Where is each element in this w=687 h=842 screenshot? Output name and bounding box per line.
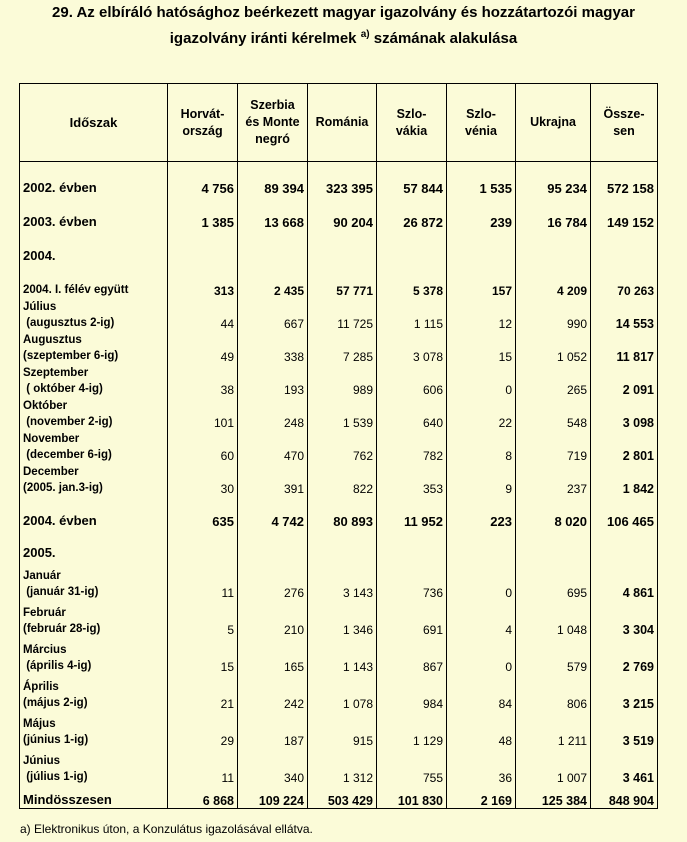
table-cell: 755 bbox=[377, 748, 447, 785]
table-cell: 44 bbox=[168, 298, 238, 331]
table-cell: 11 725 bbox=[308, 298, 377, 331]
table-cell: 635 bbox=[168, 496, 238, 531]
table-cell: 7 285 bbox=[308, 331, 377, 364]
header-total: Össze- sen bbox=[591, 84, 658, 162]
table-cell: 265 bbox=[516, 364, 591, 397]
table-cell: 4 209 bbox=[516, 266, 591, 298]
table-cell: 1 346 bbox=[308, 600, 377, 637]
row-label: Mindösszesen bbox=[20, 785, 168, 809]
table-cell: 12 bbox=[447, 298, 516, 331]
table-cell: 109 224 bbox=[238, 785, 308, 809]
table-cell: 470 bbox=[238, 430, 308, 463]
table-cell: 11 bbox=[168, 563, 238, 600]
table-cell: 6 868 bbox=[168, 785, 238, 809]
table-cell: 3 304 bbox=[591, 600, 658, 637]
table-cell: 2 769 bbox=[591, 637, 658, 674]
table-cell: 157 bbox=[447, 266, 516, 298]
table-cell: 1 535 bbox=[447, 162, 516, 198]
table-cell: 248 bbox=[238, 397, 308, 430]
table-cell: 0 bbox=[447, 563, 516, 600]
table-row bbox=[20, 364, 658, 397]
row-label: Május (június 1-ig) bbox=[20, 711, 168, 748]
table-cell: 806 bbox=[516, 674, 591, 711]
applications-table bbox=[19, 83, 658, 809]
table-cell bbox=[168, 232, 238, 266]
table-cell bbox=[238, 232, 308, 266]
header-row bbox=[20, 84, 658, 162]
table-cell: 503 429 bbox=[308, 785, 377, 809]
table-cell: 101 bbox=[168, 397, 238, 430]
table-cell: 90 204 bbox=[308, 198, 377, 232]
row-label: Október (november 2-ig) bbox=[20, 397, 168, 430]
table-cell: 848 904 bbox=[591, 785, 658, 809]
table-cell bbox=[447, 232, 516, 266]
table-cell: 13 668 bbox=[238, 198, 308, 232]
table-cell: 572 158 bbox=[591, 162, 658, 198]
table-cell: 640 bbox=[377, 397, 447, 430]
row-label: Szeptember ( október 4-ig) bbox=[20, 364, 168, 397]
table-row bbox=[20, 637, 658, 674]
table-cell: 8 bbox=[447, 430, 516, 463]
table-cell: 26 872 bbox=[377, 198, 447, 232]
table-cell: 4 756 bbox=[168, 162, 238, 198]
header-slovakia: Szlo- vákia bbox=[377, 84, 447, 162]
table-cell: 239 bbox=[447, 198, 516, 232]
table-cell: 2 169 bbox=[447, 785, 516, 809]
table-cell: 579 bbox=[516, 637, 591, 674]
table-cell: 80 893 bbox=[308, 496, 377, 531]
table-cell: 60 bbox=[168, 430, 238, 463]
table-cell: 36 bbox=[447, 748, 516, 785]
table-cell: 3 143 bbox=[308, 563, 377, 600]
table-cell bbox=[591, 531, 658, 563]
table-cell: 4 742 bbox=[238, 496, 308, 531]
footnote: a) Elektronikus úton, a Konzulátus igazolásával ellátva. bbox=[20, 822, 313, 836]
row-label: Július (augusztus 2-ig) bbox=[20, 298, 168, 331]
header-period: Időszak bbox=[20, 84, 168, 162]
table-cell: 11 952 bbox=[377, 496, 447, 531]
table-cell: 762 bbox=[308, 430, 377, 463]
table-cell: 5 378 bbox=[377, 266, 447, 298]
table-cell: 30 bbox=[168, 463, 238, 496]
table-cell: 782 bbox=[377, 430, 447, 463]
table-title bbox=[0, 2, 687, 50]
table-cell: 1 539 bbox=[308, 397, 377, 430]
table-cell: 691 bbox=[377, 600, 447, 637]
row-label: Január (január 31-ig) bbox=[20, 563, 168, 600]
header-romania: Románia bbox=[308, 84, 377, 162]
table-cell: 2 435 bbox=[238, 266, 308, 298]
table-cell: 0 bbox=[447, 637, 516, 674]
table-row bbox=[20, 430, 658, 463]
table-cell: 1 052 bbox=[516, 331, 591, 364]
table-row bbox=[20, 496, 658, 531]
row-label: Augusztus (szeptember 6-ig) bbox=[20, 331, 168, 364]
table-cell: 984 bbox=[377, 674, 447, 711]
table-cell: 1 048 bbox=[516, 600, 591, 637]
table-cell: 57 771 bbox=[308, 266, 377, 298]
footnote-marker: a) bbox=[360, 29, 370, 40]
table-cell bbox=[516, 531, 591, 563]
table-cell: 9 bbox=[447, 463, 516, 496]
header-slovenia: Szlo- vénia bbox=[447, 84, 516, 162]
row-label: 2002. évben bbox=[20, 162, 168, 198]
table-row bbox=[20, 531, 658, 563]
row-label: 2003. évben bbox=[20, 198, 168, 232]
table-cell: 1 211 bbox=[516, 711, 591, 748]
row-label: Március (április 4-ig) bbox=[20, 637, 168, 674]
table-cell: 736 bbox=[377, 563, 447, 600]
table-cell: 106 465 bbox=[591, 496, 658, 531]
table-cell: 125 384 bbox=[516, 785, 591, 809]
table-cell: 242 bbox=[238, 674, 308, 711]
table-row bbox=[20, 785, 658, 809]
table-row bbox=[20, 331, 658, 364]
table-cell: 210 bbox=[238, 600, 308, 637]
row-label: 2004. bbox=[20, 232, 168, 266]
table-cell: 1 078 bbox=[308, 674, 377, 711]
table-cell: 11 bbox=[168, 748, 238, 785]
table-cell: 391 bbox=[238, 463, 308, 496]
table-row bbox=[20, 600, 658, 637]
row-label: 2004. I. félév együtt bbox=[20, 266, 168, 298]
table-cell: 3 098 bbox=[591, 397, 658, 430]
table-cell: 14 553 bbox=[591, 298, 658, 331]
table-cell: 22 bbox=[447, 397, 516, 430]
table-cell bbox=[516, 232, 591, 266]
table-cell: 0 bbox=[447, 364, 516, 397]
table-cell bbox=[447, 531, 516, 563]
table-cell: 237 bbox=[516, 463, 591, 496]
table-cell: 15 bbox=[168, 637, 238, 674]
table-cell: 353 bbox=[377, 463, 447, 496]
table-cell: 867 bbox=[377, 637, 447, 674]
table-row bbox=[20, 266, 658, 298]
table-cell: 822 bbox=[308, 463, 377, 496]
table-cell: 1 385 bbox=[168, 198, 238, 232]
table-cell: 57 844 bbox=[377, 162, 447, 198]
table-cell: 223 bbox=[447, 496, 516, 531]
table-cell: 21 bbox=[168, 674, 238, 711]
table-row bbox=[20, 198, 658, 232]
table-cell: 70 263 bbox=[591, 266, 658, 298]
table-cell: 89 394 bbox=[238, 162, 308, 198]
table-cell: 101 830 bbox=[377, 785, 447, 809]
table-cell: 548 bbox=[516, 397, 591, 430]
table-cell: 38 bbox=[168, 364, 238, 397]
table-cell: 11 817 bbox=[591, 331, 658, 364]
table-row bbox=[20, 748, 658, 785]
table-cell: 193 bbox=[238, 364, 308, 397]
table-cell bbox=[168, 531, 238, 563]
table-cell: 340 bbox=[238, 748, 308, 785]
table-cell: 3 461 bbox=[591, 748, 658, 785]
table-row bbox=[20, 298, 658, 331]
table-cell: 149 152 bbox=[591, 198, 658, 232]
table-cell: 5 bbox=[168, 600, 238, 637]
table-cell: 3 519 bbox=[591, 711, 658, 748]
row-label: November (december 6-ig) bbox=[20, 430, 168, 463]
table-row bbox=[20, 463, 658, 496]
table-cell: 1 115 bbox=[377, 298, 447, 331]
table-cell: 915 bbox=[308, 711, 377, 748]
table-cell: 1 129 bbox=[377, 711, 447, 748]
table-cell: 3 078 bbox=[377, 331, 447, 364]
table-cell: 695 bbox=[516, 563, 591, 600]
table-row bbox=[20, 711, 658, 748]
table-cell: 2 801 bbox=[591, 430, 658, 463]
table-cell: 313 bbox=[168, 266, 238, 298]
title-line-1: 29. Az elbíráló hatósághoz beérkezett magyar igazolvány és hozzátartozói magyar bbox=[52, 4, 635, 21]
table-cell: 4 861 bbox=[591, 563, 658, 600]
table-cell: 989 bbox=[308, 364, 377, 397]
table-cell: 49 bbox=[168, 331, 238, 364]
table-cell: 2 091 bbox=[591, 364, 658, 397]
table-cell bbox=[238, 531, 308, 563]
table-cell: 719 bbox=[516, 430, 591, 463]
header-ukraine: Ukrajna bbox=[516, 84, 591, 162]
table-cell: 3 215 bbox=[591, 674, 658, 711]
table-cell: 84 bbox=[447, 674, 516, 711]
table-cell bbox=[377, 232, 447, 266]
table-cell: 1 143 bbox=[308, 637, 377, 674]
table-cell: 1 842 bbox=[591, 463, 658, 496]
table-cell: 606 bbox=[377, 364, 447, 397]
header-croatia: Horvát- ország bbox=[168, 84, 238, 162]
title-line-2: igazolvány iránti kérelmek $^{a)}$ számának alakulása bbox=[169, 29, 518, 47]
row-label: December (2005. jan.3-ig) bbox=[20, 463, 168, 496]
table-cell: 187 bbox=[238, 711, 308, 748]
table-cell: 338 bbox=[238, 331, 308, 364]
table-row bbox=[20, 397, 658, 430]
row-label: 2005. bbox=[20, 531, 168, 563]
table-cell: 990 bbox=[516, 298, 591, 331]
table-cell: 8 020 bbox=[516, 496, 591, 531]
table-cell: 48 bbox=[447, 711, 516, 748]
table-cell bbox=[308, 531, 377, 563]
table-cell bbox=[377, 531, 447, 563]
table-row bbox=[20, 232, 658, 266]
table-row bbox=[20, 563, 658, 600]
table-cell: 1 007 bbox=[516, 748, 591, 785]
table-row bbox=[20, 674, 658, 711]
table-cell: 276 bbox=[238, 563, 308, 600]
table-cell: 323 395 bbox=[308, 162, 377, 198]
table-cell: 165 bbox=[238, 637, 308, 674]
table-cell bbox=[591, 232, 658, 266]
table-cell: 15 bbox=[447, 331, 516, 364]
table-cell: 4 bbox=[447, 600, 516, 637]
table-cell: 16 784 bbox=[516, 198, 591, 232]
header-serbia-montenegro: Szerbia és Monte negró bbox=[238, 84, 308, 162]
table-cell: 667 bbox=[238, 298, 308, 331]
row-label: Február (február 28-ig) bbox=[20, 600, 168, 637]
table-cell: 1 312 bbox=[308, 748, 377, 785]
row-label: 2004. évben bbox=[20, 496, 168, 531]
table-row bbox=[20, 162, 658, 198]
table-cell: 29 bbox=[168, 711, 238, 748]
row-label: Április (május 2-ig) bbox=[20, 674, 168, 711]
table-cell: 95 234 bbox=[516, 162, 591, 198]
row-label: Június (július 1-ig) bbox=[20, 748, 168, 785]
table-cell bbox=[308, 232, 377, 266]
